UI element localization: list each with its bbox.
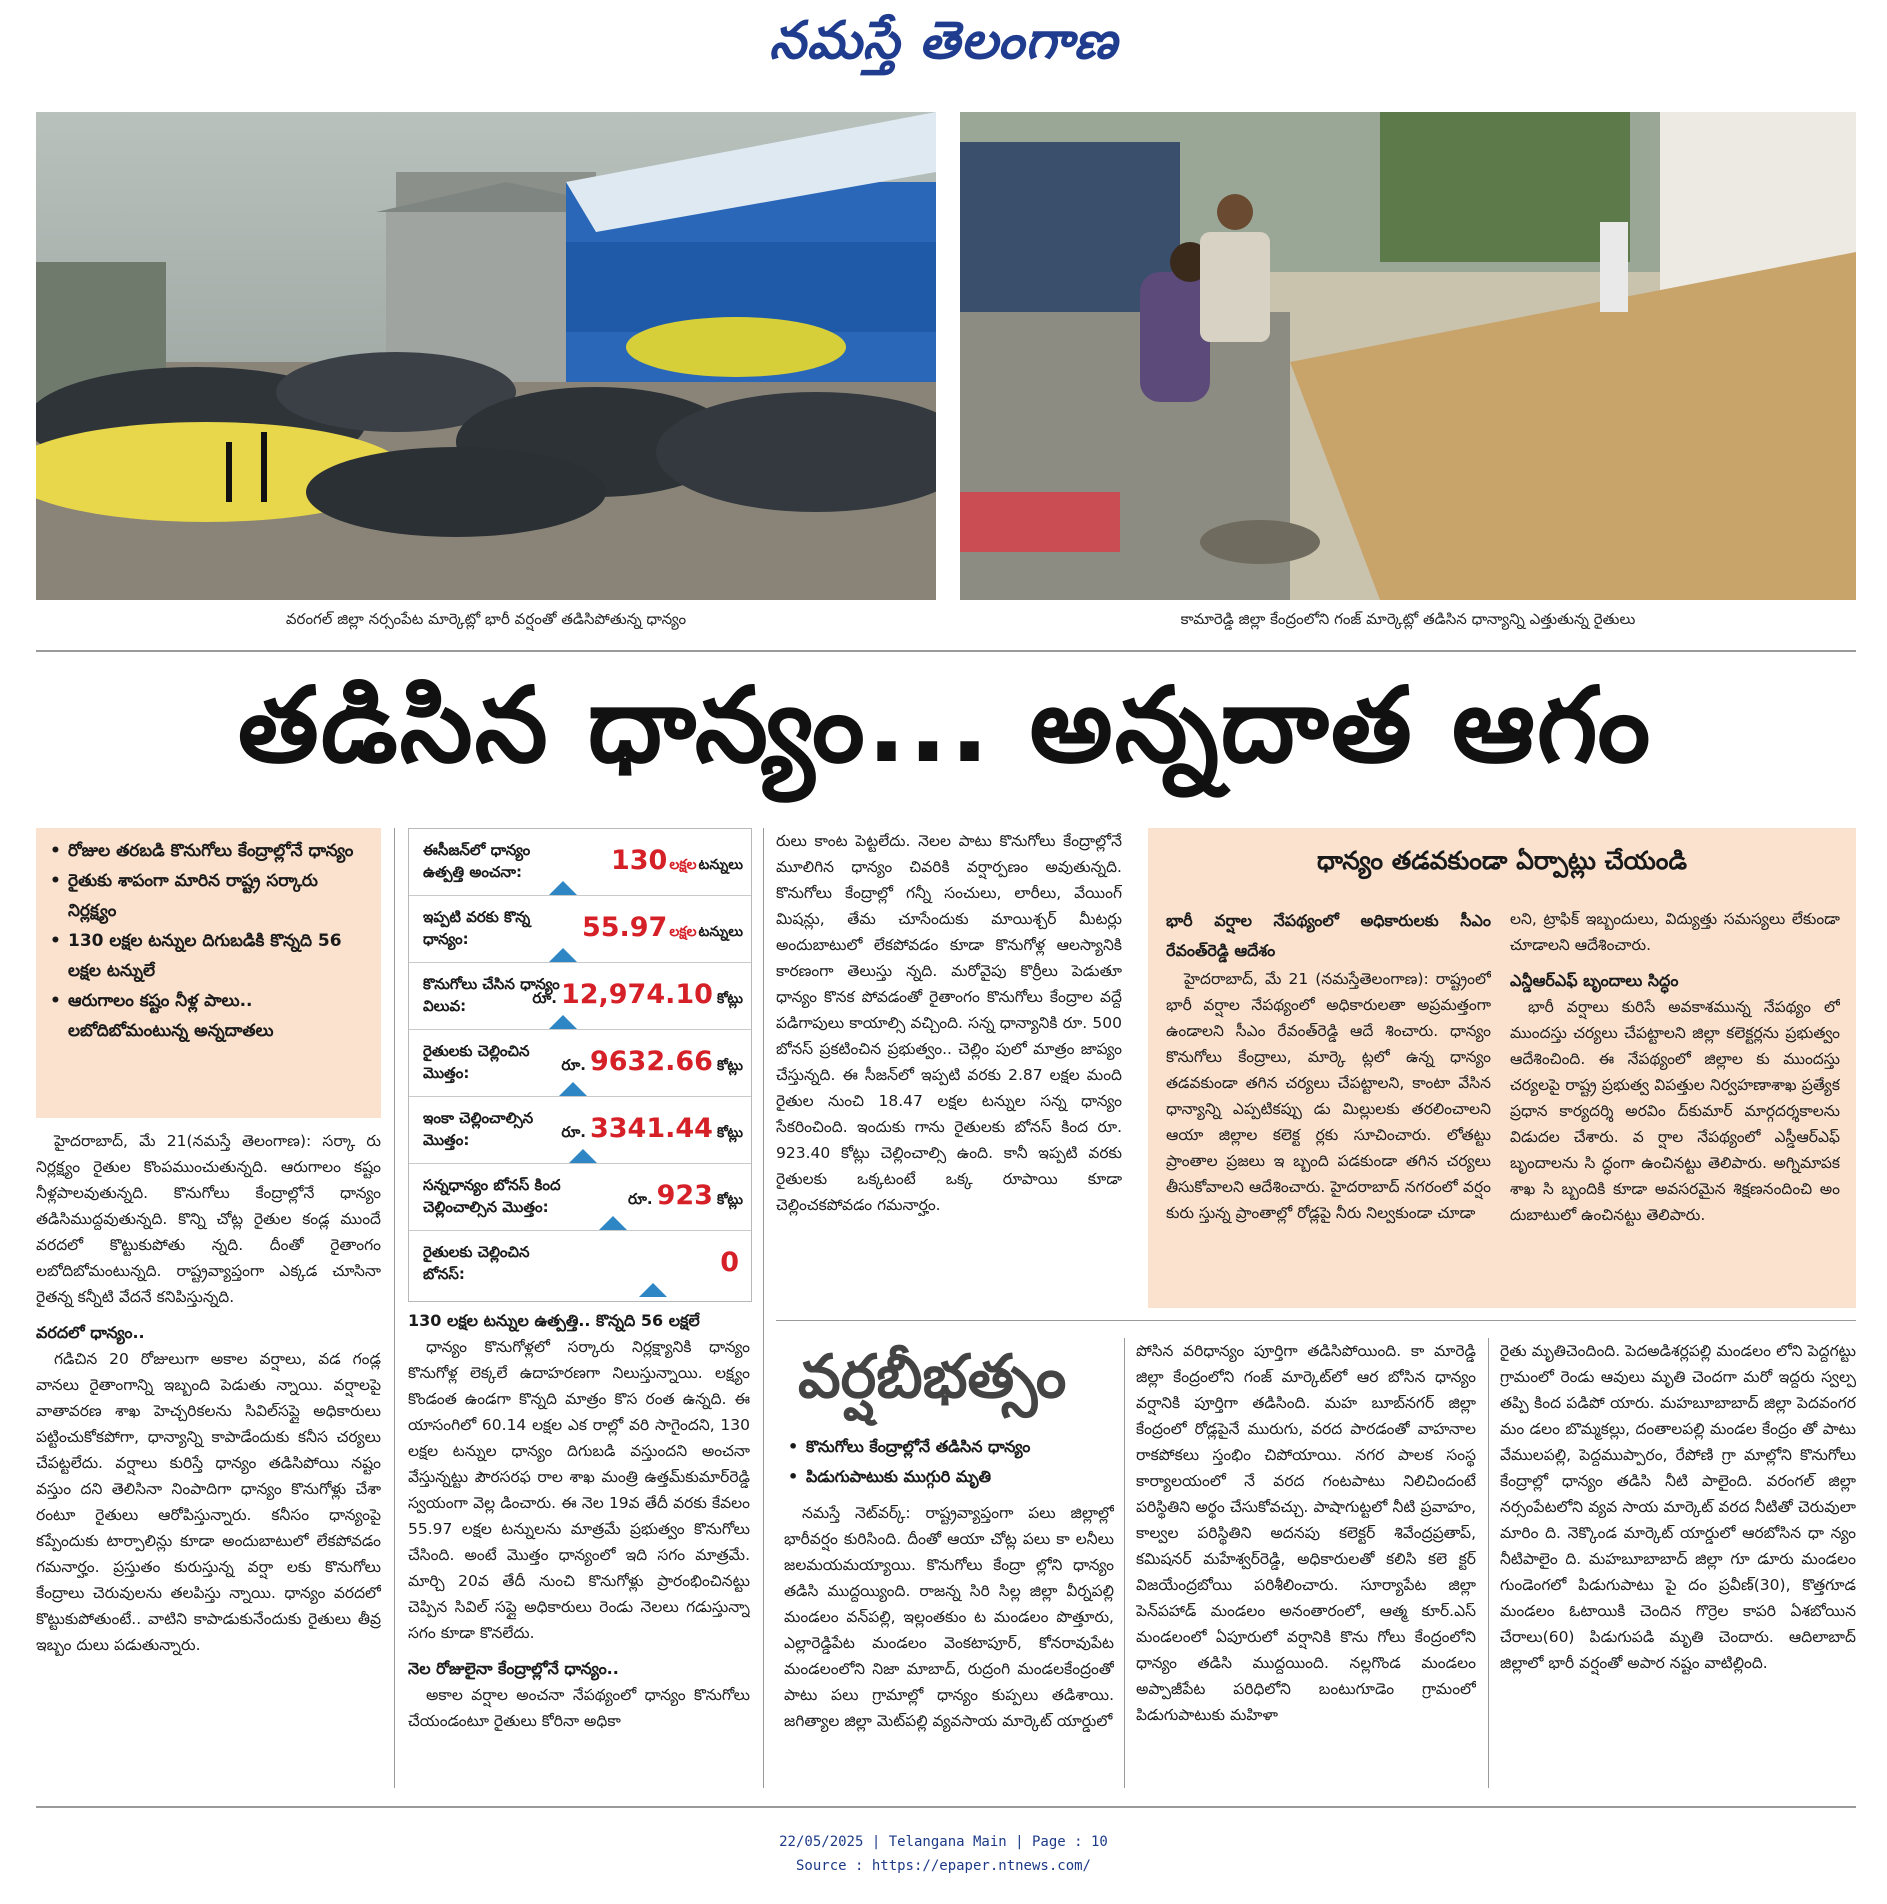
stat-value bbox=[578, 912, 743, 943]
stat-value bbox=[716, 1247, 743, 1278]
stat-value bbox=[561, 1046, 743, 1078]
section-subhead: వరదలో ధాన్యం.. bbox=[36, 1323, 145, 1342]
stat-row bbox=[409, 1097, 751, 1164]
stat-unit-suffix: కోట్లు bbox=[716, 1192, 743, 1208]
stat-row bbox=[409, 1030, 751, 1097]
paragraph: అకాల వర్షాల అంచనా నేపథ్యంలో ధాన్యం కొనుగోలు చేయండంటూ రైతులు కోరినా అధికా bbox=[408, 1686, 750, 1730]
triangle-marker-icon bbox=[549, 1015, 577, 1029]
stats-box bbox=[408, 828, 752, 1302]
stat-prefix: రూ. bbox=[561, 1123, 586, 1141]
rain-bullet: • పిడుగుపాటుకు ముగ్గురి మృతి bbox=[788, 1462, 1110, 1492]
section-subhead: నెల రోజులైనా కేంద్రాల్లోనే ధాన్యం.. bbox=[408, 1659, 619, 1678]
stat-label: ఈసీజన్‌లో ధాన్యం ఉత్పత్తి అంచనా: bbox=[423, 841, 531, 881]
column-divider bbox=[1124, 1338, 1125, 1788]
stat-number: 3341.44 bbox=[589, 1113, 713, 1144]
stat-number: 0 bbox=[720, 1247, 739, 1278]
stat-number: 55.97 bbox=[581, 912, 668, 943]
footer-date-page: 22/05/2025 | Telangana Main | Page : 10 bbox=[779, 1834, 1108, 1850]
photo-caption-left: వరంగల్ జిల్లా నర్సంపేట మార్కెట్లో భారీ వర్షంతో తడిసిపోతున్న ధాన్యం bbox=[285, 610, 687, 628]
column-divider bbox=[1488, 1338, 1489, 1788]
paragraph: రైతు మృతిచెందింది. పెదఅడిశర్లపల్లి మండలం లోని పెద్దగట్టు గ్రామంలో రెండు ఆవులు మృతి చెందగా మరో ఇద్దరు స్వల్ప తప్పి కింద పడిపో యారు. మహబూబాబాద్ జిల్లా పెదవంగర మం డలం బొమ్మకల్లు, దంతాలపల్లి మండల కేంద్రం తో పాటు వేములపల్లి, పెద్దముప్పారం, రేపోణి గ్రా మాల్లోని కొనుగోలు కేంద్రాల్లో ధాన్యం తడిసి నీటి పాలైంది. వరంగల్ జిల్లా నర్సంపేటలోని వ్యవ సాయ మార్కెట్ వరద నీటితో చెరువులా మారిం ది. నెక్కొండ మార్కెట్ యార్డులో ఆరబోసిన ధా న్యం నీటిపాలైం ది. మహబూబాబాద్ జిల్లా గూ డూరు మండలం గుండెంగలో పిడుగుపాటు పై దం ప్రవీణ్(30), కొత్తగూడ మండలం ఓటాయికి చెందిన గొర్రెల కాపరి ఏశబోయిన చేరాలు(60) పిడుగుపడి మృతి చెందారు. ఆదిలాబాద్ జిల్లాలో భారీ వర్షంతో అపార నష్టం వాటిల్లింది. bbox=[1500, 1342, 1856, 1672]
stat-label: రైతులకు చెల్లించిన మొత్తం: bbox=[423, 1042, 530, 1082]
photo-market-rain bbox=[36, 112, 936, 600]
stat-prefix: రూ. bbox=[627, 1190, 653, 1208]
stat-value bbox=[561, 1113, 743, 1145]
paragraph: హైదరాబాద్, మే 21 (నమస్తేతెలంగాణ): రాష్ట్రంలో భారీ వర్షాల నేపథ్యంలో అధికారులతా అప్రమత్తంగా ఉండాలని సీఎం రేవంత్‌రెడ్డి ఆదే శించారు. ధాన్యం కొనుగోలు కేంద్రాలు, మార్కె ట్లలో ఉన్న ధాన్యం తడవకుండా తగిన చర్యలు చేపట్టాలని, కాంటా వేసిన ధాన్యాన్ని ఎప్పటికప్పు డు మిల్లులకు తరలించాలని ఆయా జిల్లాల కలెక్ట ర్లకు సూచించారు. లోతట్టు ప్రాంతాల ప్రజలు ఇ బ్బంది పడకుండా తగిన చర్యలు తీసుకోవాలని ఆదేశించారు. హైదరాబాద్ నగరంలో వర్షం కురు స్తున్న ప్రాంతాల్లో రోడ్లపై నీరు నిల్వకుండా చూడా bbox=[1166, 970, 1491, 1222]
triangle-marker-icon bbox=[639, 1283, 667, 1297]
triangle-marker-icon bbox=[599, 1216, 627, 1230]
photo-caption-right: కామారెడ్డి జిల్లా కేంద్రంలోని గంజ్ మార్కెట్లో తడిసిన ధాన్యాన్ని ఎత్తుతున్న రైతులు bbox=[1180, 610, 1636, 628]
highlights-box bbox=[36, 828, 381, 1118]
stat-row bbox=[409, 1164, 751, 1231]
stat-prefix: రూ. bbox=[532, 989, 557, 1007]
stat-unit: లక్షల bbox=[669, 924, 697, 940]
section-subhead: ఎన్డీఆర్‌ఎఫ్ బృందాలు సిద్ధం bbox=[1510, 971, 1679, 990]
paragraph: రులు కాంట పెట్టలేదు. నెలల పాటు కొనుగోలు కేంద్రాల్లోనే మూలిగిన ధాన్యం చివరికి వర్షార్పణం అవుతున్నది. కొనుగోలు కేంద్రాల్లో గన్నీ సంచులు, లారీలు, వేయింగ్ మిషన్లు, తేమ చూసేందుకు మాయిశ్చర్ మీటర్లు అందుబాటులో లేకపోవడం కూడా కొనుగోళ్ల ఆలస్యానికి కారణంగా తెలుస్తు న్నది. మరోవైపు కొర్రీలు పెడుతూ ధాన్యం కొనక పోవడంతో రైతాంగం కొనుగోలు కేంద్రాల వద్దే పడిగాపులు కాయాల్సి వచ్చింది. సన్న ధాన్యానికి రూ. 500 బోనస్ ప్రకటించిన ప్రభుత్వం.. చెల్లిం పులో మాత్రం జాప్యం చేస్తున్నది. ఈ సీజన్‌లో ఇప్పటి వరకు 2.87 లక్షల మంది రైతుల నుంచి 18.47 లక్షల టన్నుల సన్న ధాన్యం సేకరించింది. ఇందుకు గాను రైతులకు బోనస్ కింద రూ. 923.40 కోట్లు చెల్లించాల్సి ఉంది. కానీ ఇప్పటి వరకు రైతులకు ఒక్కటంటే ఒక్క రూపాయి కూడా చెల్లించకపోవడం గమనార్హం. bbox=[776, 832, 1122, 1214]
stat-prefix: రూ. bbox=[561, 1056, 586, 1074]
sidebar-bullet: భారీ వర్షాల నేపథ్యంలో అధికారులకు సీఎం రేవంత్‌రెడ్డి ఆదేశం bbox=[1166, 911, 1491, 960]
rain-story-title: వర్షబీభత్సం bbox=[798, 1342, 1067, 1412]
stat-value bbox=[628, 1180, 743, 1212]
stat-row bbox=[409, 829, 751, 896]
rain-bullet: • కొనుగోలు కేంద్రాల్లోనే తడిసిన ధాన్యం bbox=[788, 1432, 1110, 1462]
triangle-marker-icon bbox=[569, 1149, 597, 1163]
sidebar-title: ధాన్యం తడవకుండా ఏర్పాట్లు చేయండి bbox=[1317, 846, 1687, 875]
stat-unit-suffix: కోట్లు bbox=[716, 991, 743, 1007]
stat-label: కొనుగోలు చేసిన ధాన్యం విలువ: bbox=[423, 975, 560, 1015]
paragraph: ధాన్యం కొనుగోళ్లలో సర్కారు నిర్లక్ష్యానికి ధాన్యం కొనుగోళ్ల లెక్కలే ఉదాహరణగా నిలుస్తున్నాయి. లక్ష్యం కొండంత ఉండగా కొన్నది మాత్రం కొస రంత ఉన్నది. ఈ యాసంగిలో 60.14 లక్షల ఎక రాల్లో వరి సాగైందని, 130 లక్షల టన్నుల ధాన్యం దిగుబడి వస్తుందని అంచనా వేస్తున్నట్టు పౌరసరఫ రాల శాఖ మంత్రి ఉత్తమ్‌కుమార్‌రెడ్డి స్వయంగా వెల్ల డించారు. ఈ నెల 19వ తేదీ వరకు కేవలం 55.97 లక్షల టన్నులను మాత్రమే ప్రభుత్వం కొనుగోలు చేసింది. అంటే మొత్తం ధాన్యంలో ఇది సగం మాత్రమే. మార్చి 20వ తేదీ నుంచి కొనుగోళ్లు ప్రారంభించినట్టు చెప్పిన సివిల్ సప్లై అధికారులు రెండు నెలలు గడుస్తున్నా సగం కూడా కొనలేదు. bbox=[408, 1338, 750, 1642]
column-divider bbox=[763, 828, 764, 1788]
stat-label: రైతులకు చెల్లించిన బోనస్: bbox=[423, 1243, 530, 1283]
stat-label: ఇప్పటి వరకు కొన్న ధాన్యం: bbox=[423, 908, 531, 948]
divider-rain bbox=[776, 1320, 1856, 1321]
stat-unit-suffix: టన్నులు bbox=[698, 924, 743, 940]
stat-row bbox=[409, 1231, 751, 1297]
rain-column-1 bbox=[784, 1500, 1114, 1790]
rain-column-3 bbox=[1500, 1338, 1856, 1790]
triangle-marker-icon bbox=[549, 881, 577, 895]
paragraph: పోసిన వరిధాన్యం పూర్తిగా తడిసిపోయింది. కా మారెడ్డి జిల్లా కేంద్రంలోని గంజ్ మార్కెట్‌లో ఆర బోసిన ధాన్యం వర్షానికి పూర్తిగా తడిసింది. మహ బూబ్‌నగర్ జిల్లా కేంద్రంలో రోడ్లపైనే మురుగు, వరద పారడంతో వాహనాల రాకపోకలు స్తంభిం చిపోయాయి. నగర పాలక సంస్థ కార్యాలయంలో నే వరద గంటపాటు నిలిచిందంటే పరిస్థితిని అర్థం చేసుకోవచ్చు. పాషాగుట్టలో నీటి ప్రవాహం, కాల్వల పరిస్థితిని అదనపు కలెక్టర్ శివేంద్రప్రతాప్, కమిషనర్ మహేశ్వర్‌రెడ్డి, అధికారులతో కలిసి కలె క్టర్ విజయేంద్రబోయి పరిశీలించారు. సూర్యాపేట జిల్లా పెన్‌పహాడ్ మండలం అనంతారంలో, ఆత్మ కూర్.ఎస్ మండలంలో ఏపూరులో వర్షానికి కొను గోలు కేంద్రంలోని ధాన్యం తడిసి ముద్దయింది. నల్లగొండ మండలం అప్పాజీపేట పరిధిలోని బంటుగూడెం గ్రామంలో పిడుగుపాటుకు మహిళా bbox=[1136, 1342, 1476, 1724]
rain-column-2 bbox=[1136, 1338, 1476, 1790]
photo-farmers-grain bbox=[960, 112, 1856, 600]
stat-row bbox=[409, 963, 751, 1030]
paragraph: లని, ట్రాఫిక్ ఇబ్బందులు, విద్యుత్తు సమస్యలు లేకుండా చూడాలని ఆదేశించారు. bbox=[1510, 910, 1840, 954]
highlight-item: • రైతుకు శాపంగా మారిన రాష్ట్ర సర్కారు నిర్లక్ష్యం bbox=[50, 866, 367, 926]
highlight-item: • 130 లక్షల టన్నుల దిగుబడికి కొన్నది 56 లక్షల టన్నులే bbox=[50, 926, 367, 986]
stat-unit-suffix: కోట్లు bbox=[716, 1058, 743, 1074]
triangle-marker-icon bbox=[559, 1082, 587, 1096]
triangle-marker-icon bbox=[549, 948, 577, 962]
stat-number: 12,974.10 bbox=[560, 979, 713, 1010]
highlight-item: • ఆరుగాలం కష్టం నీళ్ల పాలు.. లబోదిబోమంటున్న అన్నదాతలు bbox=[50, 986, 367, 1046]
divider-top bbox=[36, 650, 1856, 652]
stat-unit-suffix: టన్నులు bbox=[698, 857, 743, 873]
section-subhead: 130 లక్షల టన్నుల ఉత్పత్తి.. కొన్నది 56 లక్షలే bbox=[408, 1311, 700, 1330]
stat-value bbox=[607, 845, 743, 876]
stat-number: 130 bbox=[610, 845, 668, 876]
article-column-3 bbox=[776, 828, 1122, 1308]
article-column-2 bbox=[408, 1308, 750, 1788]
footer-source-link[interactable]: Source : https://epaper.ntnews.com/ bbox=[795, 1858, 1091, 1874]
paragraph: భారీ వర్షాలు కురిసే అవకాశమున్న నేపథ్యం లో ముందస్తు చర్యలు చేపట్టాలని జిల్లా కలెక్టర్లను ప్రభుత్వం ఆదేశించింది. ఈ నేపథ్యంలో జిల్లాల కు ముందస్తు చర్యలపై రాష్ట్ర ప్రభుత్వ విపత్తుల నిర్వహణాశాఖ ప్రత్యేక ప్రధాన కార్యదర్శి అరవిం ద్‌కుమార్ మార్గదర్శకాలను విడుదల చేశారు. వ ర్షాల నేపథ్యంలో ఎస్డీఆర్‌ఎఫ్ బృందాలను సి ద్ధంగా ఉంచినట్టు తెలిపారు. అగ్నిమాపక శాఖ సి బ్బందికి కూడా అవసరమైన శిక్షణనందించి అం దుబాటులో ఉంచినట్టు తెలిపారు. bbox=[1510, 998, 1840, 1224]
paragraph: నమస్తే నెట్‌వర్క్: రాష్ట్రవ్యాప్తంగా పలు జిల్లాల్లో భారీవర్షం కురిసింది. దీంతో ఆయా చోట్ల పలు కా లనీలు జలమయమయ్యాయి. కొనుగోలు కేంద్రా ల్లోని ధాన్యం తడిసి ముద్దయ్యింది. రాజన్న సిరి సిల్ల జిల్లా వీర్నపల్లి మండలం వన్‌పల్లి, ఇల్లంతకుం ట మండలం పొత్తూరు, ఎల్లారెడ్డిపేట మండలం వెంకటాపూర్, కోనరావుపేట మండలంలోని నిజా మాబాద్, రుద్రంగి మండలకేంద్రంతో పాటు పలు గ్రామాల్లో ధాన్యం కుప్పలు తడిశాయి. జగిత్యాల జిల్లా మెట్‌పల్లి వ్యవసాయ మార్కెట్ యార్డులో bbox=[784, 1504, 1114, 1730]
stat-number: 9632.66 bbox=[589, 1046, 713, 1077]
masthead-logo: నమస్తే తెలంగాణ bbox=[769, 10, 1118, 71]
stat-label: ఇంకా చెల్లించాల్సిన మొత్తం: bbox=[423, 1109, 534, 1149]
sidebar-column-right bbox=[1510, 906, 1840, 1306]
main-headline: తడిసిన ధాన్యం... అన్నదాత ఆగం bbox=[237, 664, 1653, 786]
stat-row bbox=[409, 896, 751, 963]
sidebar-cm-orders bbox=[1148, 828, 1856, 1308]
stat-value bbox=[532, 979, 743, 1011]
paragraph: హైదరాబాద్, మే 21(నమస్తే తెలంగాణ): సర్కా రు నిర్లక్ష్యం రైతుల కొంపముంచుతున్నది. ఆరుగాలం కష్టం నీళ్లపాలవుతున్నది. కొనుగోలు కేంద్రాల్లోనే ధాన్యం తడిసిముద్దవుతున్నది. కొన్ని చోట్ల రైతుల కండ్ల ముందే వరదలో కొట్టుకుపోతు న్నది. దీంతో రైతాంగం లబోదిబోమంటున్నది. రాష్ట్రవ్యాప్తంగా ఎక్కడ చూసినా రైతన్న కన్నీటి వేదనే కనిపిస్తున్నది. bbox=[36, 1132, 381, 1306]
sidebar-column-left bbox=[1166, 906, 1491, 1306]
highlight-item: • రోజుల తరబడి కొనుగోలు కేంద్రాల్లోనే ధాన్యం bbox=[50, 836, 367, 866]
rain-bullets bbox=[784, 1432, 1114, 1492]
paragraph: గడిచిన 20 రోజులుగా అకాల వర్షాలు, వడ గండ్ల వానలు రైతాంగాన్ని ఇబ్బంది పెడుతు న్నాయి. వర్షాలపై వాతావరణ శాఖ హెచ్చరికలను సివిల్‌సప్లై అధికారులు పట్టించుకోకపోగా, ధాన్యాన్ని కాపాడేందుకు కనీస చర్యలు చేపట్టలేదు. వర్షాలు కురిస్తే ధాన్యం తడిసిపోయి నష్టం వస్తుం దని తెలిసినా నింపాదిగా ధాన్యం కొనుగోళ్లు చేశా రంటూ రైతులు ఆరోపిస్తున్నారు. కనీసం ధాన్యంపై కప్పేందుకు టార్పాలిన్లు కూడా అందుబాటులో లేకపోవడం గమనార్హం. ప్రస్తుతం కురుస్తున్న వర్షా లకు కొనుగోలు కేంద్రాలు చెరువులను తలపిస్తు న్నాయి. ధాన్యం వరదలో కొట్టుకుపోతుంటే.. వాటిని కాపాడుకునేందుకు రైతులు తీవ్ర ఇబ్బం దులు పడుతున్నారు. bbox=[36, 1350, 381, 1654]
column-divider bbox=[394, 828, 395, 1788]
article-column-1 bbox=[36, 1128, 381, 1788]
stat-label: సన్నధాన్యం బోనస్ కింద చెల్లించాల్సిన మొత్తం: bbox=[423, 1176, 561, 1216]
divider-bottom bbox=[36, 1806, 1856, 1808]
stat-unit: లక్షల bbox=[669, 857, 697, 873]
stat-unit-suffix: కోట్లు bbox=[716, 1125, 743, 1141]
stat-number: 923 bbox=[656, 1180, 713, 1211]
